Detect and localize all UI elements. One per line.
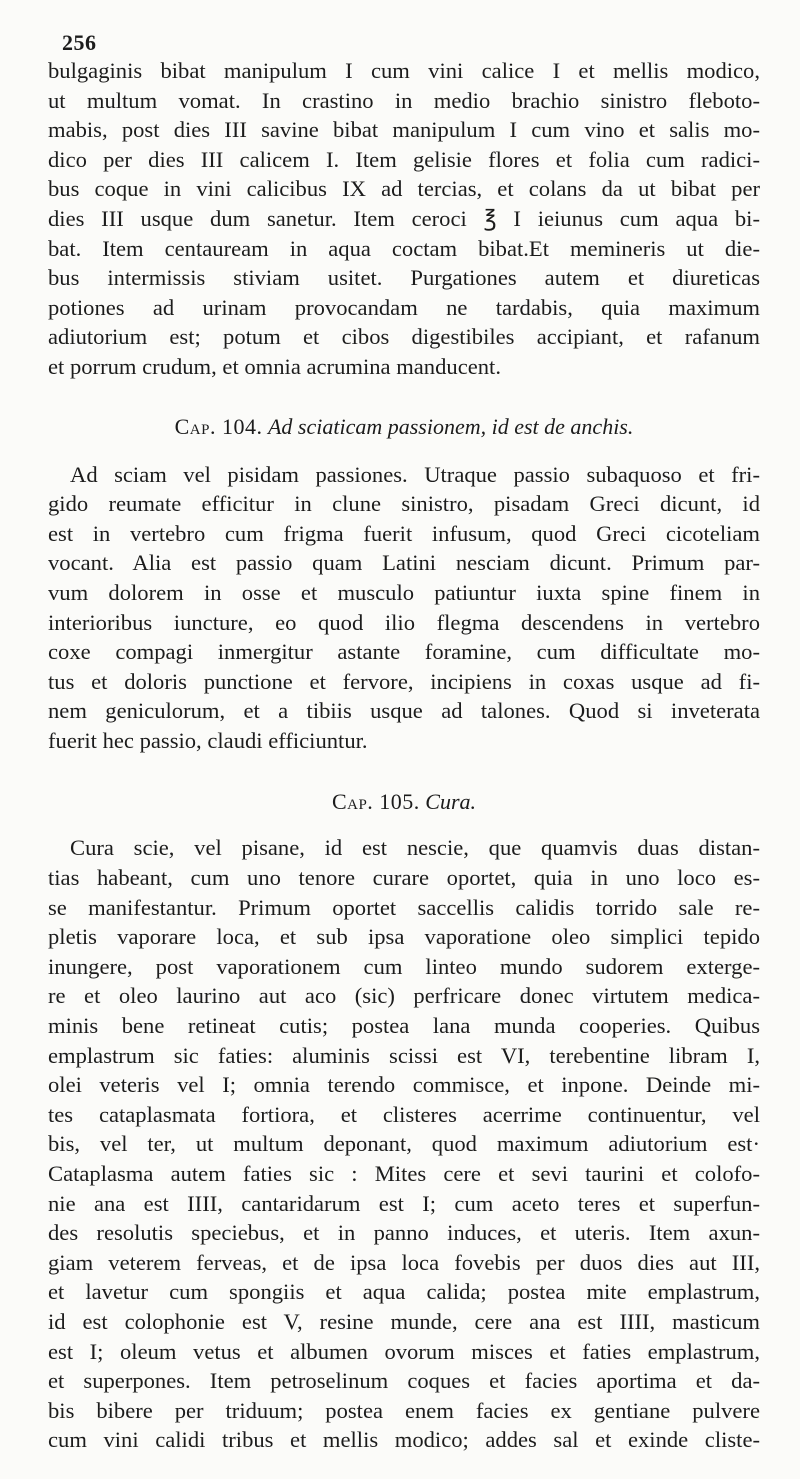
- text-line: tus et doloris punctione et fervore, incipiens in coxas usque ad fi-: [48, 668, 760, 694]
- text-line: potiones ad urinam provocandam ne tardabis, quia maximum: [48, 294, 760, 320]
- chapter-title: Cura.: [425, 789, 477, 815]
- text-line: fuerit hec passio, claudi efficiuntur.: [48, 727, 368, 753]
- text-line: emplastrum sic faties: aluminis scissi est VI, terebentine libram I,: [48, 1042, 760, 1068]
- text-line: et lavetur cum spongiis et aqua calida; postea mite emplastrum,: [48, 1279, 760, 1305]
- text-line: inungere, post vaporationem cum linteo mundo sudorem exterge-: [48, 953, 760, 979]
- text-line: ut multum vomat. In crastino in medio brachio sinistro fleboto-: [48, 87, 760, 113]
- chapter-number: Cap. 104.: [174, 413, 263, 439]
- text-line: cum vini calidi tribus et mellis modico; addes sal et exinde cliste-: [48, 1427, 760, 1453]
- text-line: id est colophonie est V, resine munde, cere ana est IIII, masticum: [48, 1308, 760, 1334]
- chapter-104-paragraph: [48, 460, 760, 756]
- page-number: 256: [62, 30, 97, 55]
- text-line: bat. Item centauream in aqua coctam bibat.Et memineris ut die-: [48, 235, 760, 261]
- text-line: est in vertebro cum frigma fuerit infusum, quod Greci cicoteliam: [48, 520, 760, 546]
- text-line: pletis vaporare loca, et sub ipsa vaporatione oleo simplici tepido: [48, 924, 760, 950]
- text-line: adiutorium est; potum et cibos digestibiles accipiant, et rafanum: [48, 324, 760, 350]
- text-line: nie ana est IIII, cantaridarum est I; cum aceto teres et superfun-: [48, 1190, 760, 1216]
- text-line: tes cataplasmata fortiora, et clisteres acerrime continuentur, vel: [48, 1101, 760, 1127]
- text-line: vocant. Alia est passio quam Latini nesciam dicunt. Primum par-: [48, 550, 760, 576]
- text-column: [48, 56, 760, 1455]
- text-line: dies III usque dum sanetur. Item ceroci ℥ I ieiunus cum aqua bi-: [48, 205, 760, 231]
- text-line: coxe compagi inmergitur astante foramine, cum difficultate mo-: [48, 639, 760, 665]
- text-line: tias habeant, cum uno tenore curare oportet, quia in uno loco es-: [48, 865, 760, 891]
- text-line: se manifestantur. Primum oportet saccellis calidis torrido sale re-: [48, 894, 760, 920]
- text-line: vum dolorem in osse et musculo patiuntur iuxta spine finem in: [48, 579, 760, 605]
- text-line: Cataplasma autem faties sic : Mites cere et sevi taurini et colofo-: [48, 1161, 760, 1186]
- text-line: olei veteris vel I; omnia terendo commisce, et inpone. Deinde mi-: [48, 1072, 760, 1098]
- intro-paragraph: [48, 56, 760, 382]
- text-line: bus coque in vini calicibus IX ad tercias, et colans da ut bibat per: [48, 176, 760, 202]
- text-line: est I; oleum vetus et albumen ovorum misces et faties emplastrum,: [48, 1338, 760, 1364]
- text-line: nem geniculorum, et a tibiis usque ad talones. Quod si inveterata: [48, 698, 760, 724]
- chapter-title: Ad sciaticam passionem, id est de anchis.: [267, 413, 634, 439]
- text-line: gido reumate efficitur in clune sinistro, pisadam Greci dicunt, id: [48, 491, 760, 517]
- text-line: giam veterem ferveas, et de ipsa loca fovebis per duos dies aut III,: [48, 1249, 760, 1275]
- text-line: dico per dies III calicem I. Item gelisie flores et folia cum radici-: [48, 146, 760, 172]
- text-line: bis, vel ter, ut multum deponant, quod maximum adiutorium est·: [48, 1131, 760, 1157]
- text-line: Cura scie, vel pisane, id est nescie, que quamvis duas distan-: [70, 835, 760, 861]
- chapter-number: Cap. 105.: [331, 789, 420, 815]
- chapter-105-paragraph: [48, 833, 760, 1454]
- text-line: et superpones. Item petroselinum coques et facies aportima et da-: [48, 1368, 760, 1394]
- text-line: bis bibere per triduum; postea enem facies ex gentiane pulvere: [48, 1397, 760, 1423]
- text-line: des resolutis speciebus, et in panno induces, et uteris. Item axun-: [48, 1220, 760, 1246]
- text-line: et porrum crudum, et omnia acrumina manducent.: [48, 353, 501, 379]
- text-line: minis bene retineat cutis; postea lana munda cooperies. Quibus: [48, 1013, 760, 1039]
- text-line: interioribus iuncture, eo quod ilio flegma descendens in vertebro: [48, 609, 760, 635]
- text-line: re et oleo laurino aut aco (sic) perfricare donec virtutem medica-: [48, 983, 760, 1009]
- text-line: Ad sciam vel pisidam passiones. Utraque passio subaquoso et fri-: [70, 461, 760, 487]
- chapter-105-heading: [48, 787, 760, 817]
- text-line: mabis, post dies III savine bibat manipulum I cum vino et salis mo-: [48, 117, 760, 143]
- text-line: bus intermissis stiviam usitet. Purgationes autem et diureticas: [48, 265, 760, 291]
- chapter-104-heading: [48, 412, 760, 442]
- text-line: bulgaginis bibat manipulum I cum vini calice I et mellis modico,: [48, 58, 760, 83]
